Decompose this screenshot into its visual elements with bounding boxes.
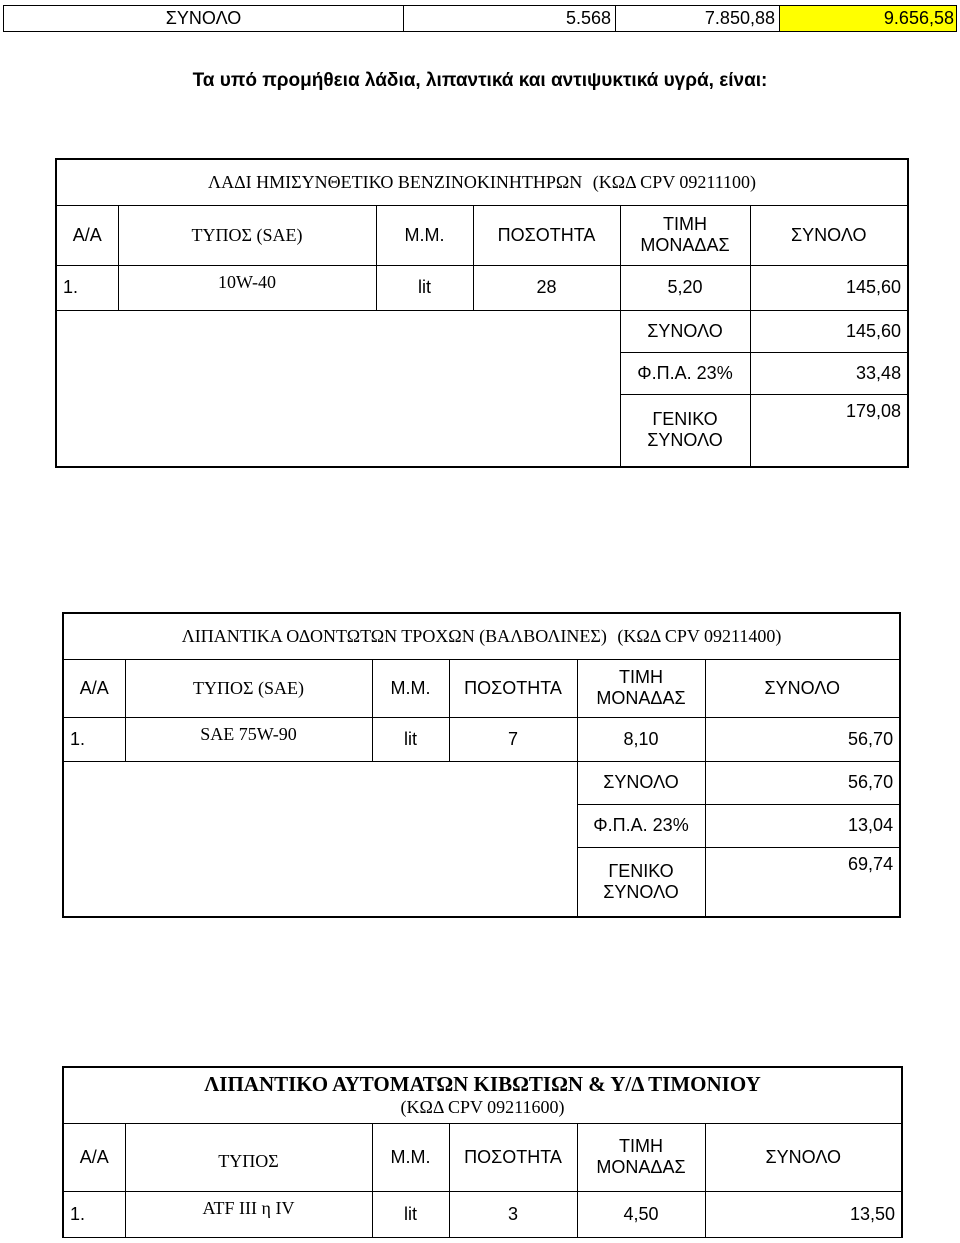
header-qty: ΠΟΣΟΤΗΤΑ bbox=[449, 659, 577, 717]
section-1-blank-area bbox=[56, 310, 620, 467]
header-mm: Μ.Μ. bbox=[372, 1123, 449, 1191]
row-type: SAE 75W-90 bbox=[125, 717, 372, 761]
section-1-cpv: (ΚΩΔ CPV 09211100) bbox=[592, 171, 757, 192]
section-3-table bbox=[62, 1066, 903, 1238]
subtotal-value: 145,60 bbox=[750, 310, 908, 352]
grand-total-value: 69,74 bbox=[705, 847, 900, 917]
header-aa: Α/Α bbox=[63, 1123, 125, 1191]
vat-label: Φ.Π.Α. 23% bbox=[620, 352, 750, 394]
grand-total-label bbox=[577, 847, 705, 917]
row-aa: 1. bbox=[56, 265, 118, 310]
subtotal-label: ΣΥΝΟΛΟ bbox=[620, 310, 750, 352]
header-type: ΤΥΠΟΣ bbox=[125, 1123, 372, 1191]
row-total: 13,50 bbox=[705, 1191, 902, 1237]
header-mm: Μ.Μ. bbox=[372, 659, 449, 717]
vat-label: Φ.Π.Α. 23% bbox=[577, 804, 705, 847]
vat-value: 13,04 bbox=[705, 804, 900, 847]
header-unit-price-line2: ΜΟΝΑΔΑΣ bbox=[640, 235, 730, 255]
row-type: ATF III η IV bbox=[125, 1191, 372, 1237]
top-summary-label: ΣΥΝΟΛΟ bbox=[4, 6, 404, 31]
top-summary-value-1: 5.568 bbox=[404, 6, 616, 31]
header-type: ΤΥΠΟΣ (SAE) bbox=[118, 205, 376, 265]
section-1-table bbox=[55, 158, 909, 468]
vat-value: 33,48 bbox=[750, 352, 908, 394]
grand-total-label-line2: ΣΥΝΟΛΟ bbox=[603, 881, 679, 902]
header-unit-price-line1: ΤΙΜΗ bbox=[663, 214, 707, 234]
row-price: 8,10 bbox=[577, 717, 705, 761]
grand-total-label-line2: ΣΥΝΟΛΟ bbox=[647, 430, 723, 451]
row-total: 145,60 bbox=[750, 265, 908, 310]
row-qty: 28 bbox=[473, 265, 620, 310]
header-unit-price bbox=[577, 1123, 705, 1191]
grand-total-value: 179,08 bbox=[750, 394, 908, 467]
row-aa: 1. bbox=[63, 1191, 125, 1237]
row-mm: lit bbox=[372, 717, 449, 761]
row-mm: lit bbox=[372, 1191, 449, 1237]
row-qty: 7 bbox=[449, 717, 577, 761]
header-unit-price-line2: ΜΟΝΑΔΑΣ bbox=[596, 688, 686, 708]
top-summary-value-2: 7.850,88 bbox=[616, 6, 780, 31]
section-3-title bbox=[63, 1067, 902, 1123]
subtotal-value: 56,70 bbox=[705, 761, 900, 804]
row-type: 10W-40 bbox=[118, 265, 376, 310]
row-price: 4,50 bbox=[577, 1191, 705, 1237]
section-2-blank-area bbox=[63, 761, 577, 917]
grand-total-label-line1: ΓΕΝΙΚΟ bbox=[652, 409, 718, 430]
header-unit-price-line1: ΤΙΜΗ bbox=[619, 667, 663, 687]
grand-total-label bbox=[620, 394, 750, 467]
row-aa: 1. bbox=[63, 717, 125, 761]
header-unit-price-line2: ΜΟΝΑΔΑΣ bbox=[596, 1157, 686, 1177]
row-total: 56,70 bbox=[705, 717, 900, 761]
section-1-title-text: ΛΑΔΙ ΗΜΙΣΥΝΘΕΤΙΚΟ ΒΕΝΖΙΝΟΚΙΝΗΤΗΡΩΝ bbox=[208, 171, 583, 192]
section-2-table bbox=[62, 612, 901, 918]
header-type: ΤΥΠΟΣ (SAE) bbox=[125, 659, 372, 717]
row-price: 5,20 bbox=[620, 265, 750, 310]
subtotal-label: ΣΥΝΟΛΟ bbox=[577, 761, 705, 804]
header-mm: Μ.Μ. bbox=[376, 205, 473, 265]
intro-text: Τα υπό προμήθεια λάδια, λιπαντικά και αντιψυκτικά υγρά, είναι: bbox=[192, 70, 768, 91]
header-qty: ΠΟΣΟΤΗΤΑ bbox=[449, 1123, 577, 1191]
section-3-title-text: ΛΙΠΑΝΤΙΚΟ ΑΥΤΟΜΑΤΩΝ ΚΙΒΩΤΙΩΝ & Υ/Δ ΤΙΜΟΝΙΟΥ bbox=[204, 1071, 761, 1096]
header-total: ΣΥΝΟΛΟ bbox=[750, 205, 908, 265]
header-unit-price bbox=[577, 659, 705, 717]
section-2-title bbox=[63, 613, 900, 659]
header-total: ΣΥΝΟΛΟ bbox=[705, 659, 900, 717]
row-mm: lit bbox=[376, 265, 473, 310]
section-2-cpv: (ΚΩΔ CPV 09211400) bbox=[617, 625, 782, 646]
section-1-title bbox=[56, 159, 908, 205]
header-qty: ΠΟΣΟΤΗΤΑ bbox=[473, 205, 620, 265]
section-3-cpv: (ΚΩΔ CPV 09211600) bbox=[400, 1096, 565, 1117]
row-qty: 3 bbox=[449, 1191, 577, 1237]
header-unit-price-line1: ΤΙΜΗ bbox=[619, 1136, 663, 1156]
section-2-title-text: ΛΙΠΑΝΤΙΚΑ ΟΔΟΝΤΩΤΩΝ ΤΡΟΧΩΝ (ΒΑΛΒΟΛΙΝΕΣ) bbox=[181, 625, 607, 646]
header-unit-price bbox=[620, 205, 750, 265]
header-total: ΣΥΝΟΛΟ bbox=[705, 1123, 902, 1191]
header-aa: Α/Α bbox=[63, 659, 125, 717]
grand-total-label-line1: ΓΕΝΙΚΟ bbox=[608, 860, 674, 881]
top-summary-row bbox=[3, 5, 957, 32]
top-summary-value-3: 9.656,58 bbox=[780, 6, 956, 31]
header-aa: Α/Α bbox=[56, 205, 118, 265]
